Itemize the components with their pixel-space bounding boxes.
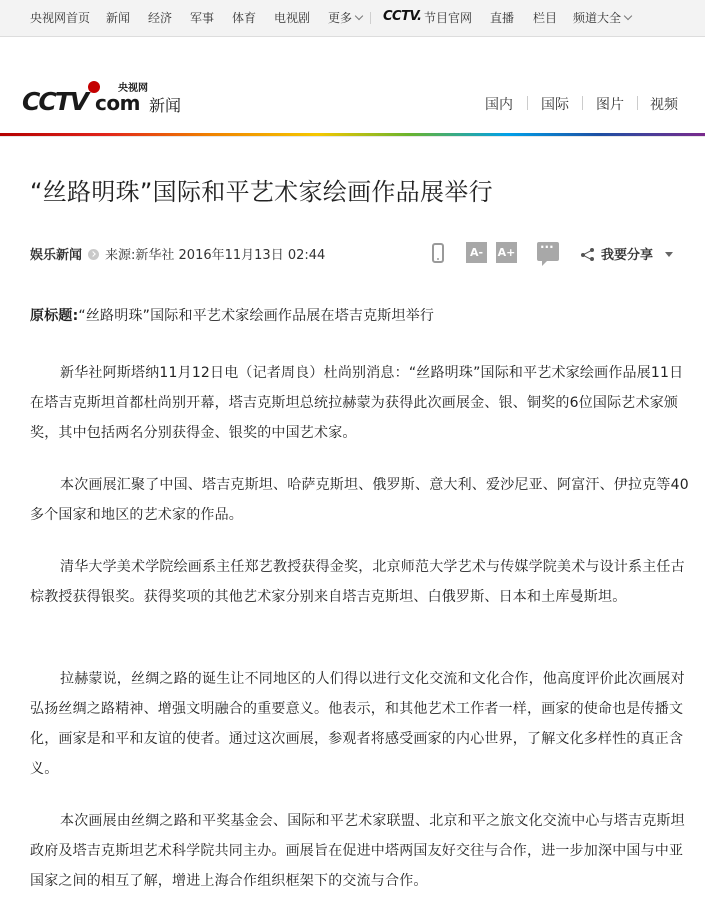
nav-divider	[370, 12, 371, 24]
logo-news-text: 新闻	[149, 96, 182, 115]
cctv-mini-logo[interactable]	[383, 9, 421, 24]
category-tab-international[interactable]: 国际	[541, 97, 569, 113]
original-title-text: “丝路明珠”国际和平艺术家绘画作品展在塔吉克斯坦举行	[78, 308, 435, 324]
category-divider	[582, 96, 583, 110]
header-shadow-line	[0, 136, 705, 137]
font-larger-button[interactable]: A+	[496, 242, 517, 263]
top-navigation-bar	[0, 0, 705, 37]
nav-economy-link[interactable]: 经济	[148, 11, 173, 25]
share-label: 我要分享	[601, 248, 654, 263]
category-tab-video[interactable]: 视频	[650, 97, 678, 113]
logo-yangshi-text: 央视网	[118, 83, 148, 94]
nav-more-label: 更多	[328, 11, 353, 25]
category-tab-domestic[interactable]: 国内	[485, 97, 513, 113]
original-title-paragraph	[30, 301, 690, 331]
chevron-down-icon	[355, 12, 363, 20]
nav-sports-link[interactable]: 体育	[232, 11, 257, 25]
nav-live-link[interactable]: 直播	[490, 11, 515, 25]
comment-icon[interactable]	[537, 242, 559, 261]
mobile-view-icon[interactable]	[432, 243, 444, 263]
cctv-mini-logo-text: CCTV.	[383, 9, 422, 24]
nav-home-link[interactable]: 央视网首页	[30, 11, 91, 25]
article-paragraph: 新华社阿斯塔纳11月12日电（记者周良）杜尚别消息：“丝路明珠”国际和平艺术家绘画作品展11日在塔吉克斯坦首都杜尚别开幕，塔吉克斯坦总统拉赫蒙为获得此次画展金、银、铜奖的6位国际艺术家颁奖，其中包括两名分别获得金、银奖的中国艺术家。	[30, 365, 684, 441]
chevron-right-icon	[88, 249, 99, 260]
nav-more-dropdown[interactable]	[328, 11, 362, 25]
share-button[interactable]	[581, 244, 673, 263]
cctv-news-logo[interactable]	[22, 77, 192, 117]
nav-tv-link[interactable]: 电视剧	[274, 11, 311, 25]
nav-columns-link[interactable]: 栏目	[533, 11, 558, 25]
caret-down-icon	[665, 252, 673, 257]
source-date-line: 来源:新华社 2016年11月13日 02:44	[105, 248, 326, 263]
nav-channels-label: 频道大全	[573, 11, 622, 25]
category-tab-pictures[interactable]: 图片	[596, 97, 624, 113]
article-paragraph: 本次画展汇聚了中国、塔吉克斯坦、哈萨克斯坦、俄罗斯、意大利、爱沙尼亚、阿富汗、伊拉克等40多个国家和地区的艺术家的作品。	[30, 477, 689, 523]
article-title: “丝路明珠”国际和平艺术家绘画作品展举行	[30, 178, 493, 206]
article-meta	[30, 244, 325, 263]
share-icon	[581, 248, 595, 261]
nav-official-site-link[interactable]: 节目官网	[424, 11, 473, 25]
logo-com-text: com	[95, 91, 140, 115]
article-paragraph: 拉赫蒙说，丝绸之路的诞生让不同地区的人们得以进行文化交流和文化合作，他高度评价此次画展对弘扬丝绸之路精神、增强文明融合的重要意义。他表示，和其他艺术工作者一样，画家的使命也是传播文化，画家是和平和友谊的使者。通过这次画展，参观者将感受画家的内心世界，了解文化多样性的真正含义。	[30, 671, 685, 777]
source-channel-link[interactable]: 娱乐新闻	[30, 248, 83, 263]
nav-channels-dropdown[interactable]	[573, 11, 631, 25]
font-smaller-button[interactable]: A-	[466, 242, 487, 263]
chevron-down-icon	[624, 12, 632, 20]
article-paragraph: 清华大学美术学院绘画系主任郑艺教授获得金奖，北京师范大学艺术与传媒学院美术与设计系主任古棕教授获得银奖。获得奖项的其他艺术家分别来自塔吉克斯坦、白俄罗斯、日本和土库曼斯坦。	[30, 559, 685, 605]
article-paragraph: 本次画展由丝绸之路和平奖基金会、国际和平艺术家联盟、北京和平之旅文化交流中心与塔吉克斯坦政府及塔吉克斯坦艺术科学院共同主办。画展旨在促进中塔两国友好交往与合作，进一步加深中国与中亚国家之间的相互了解，增进上海合作组织框架下的交流与合作。	[30, 813, 685, 889]
nav-news-link[interactable]: 新闻	[106, 11, 131, 25]
original-title-label: 原标题:	[30, 308, 79, 324]
category-divider	[637, 96, 638, 110]
category-divider	[527, 96, 528, 110]
logo-cctv-text: CCTV	[22, 87, 88, 116]
nav-military-link[interactable]: 军事	[190, 11, 215, 25]
